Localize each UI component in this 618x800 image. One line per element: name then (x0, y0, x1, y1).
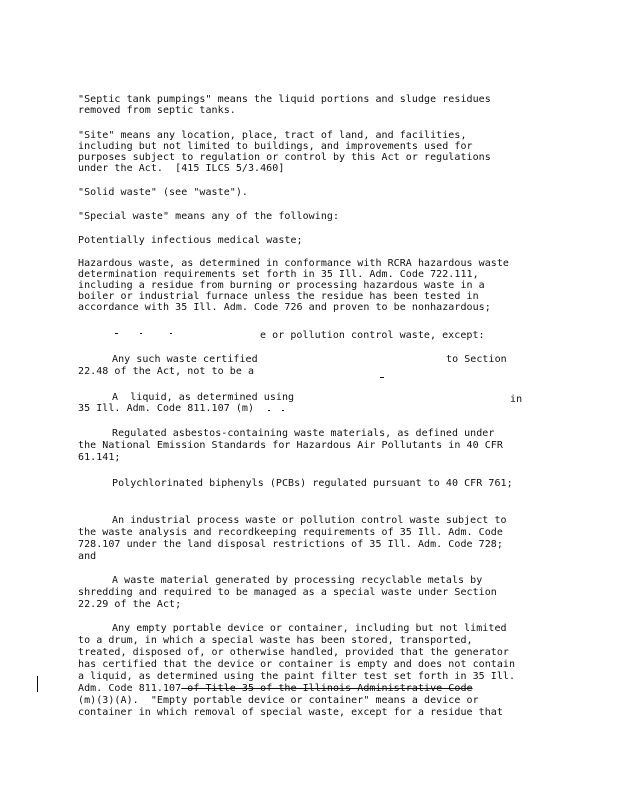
septic-tank-definition-line: "Septic tank pumpings" means the liquid portions and sludge residues (78, 94, 491, 105)
scan-speck (268, 410, 270, 411)
liquid-line: 35 Ill. Adm. Code 811.107 (m) (78, 403, 255, 414)
industrial-process-line: the waste analysis and recordkeeping requirements of 35 Ill. Adm. Code (78, 527, 503, 538)
scan-speck (282, 410, 284, 411)
asbestos-line: the National Emission Standards for Hazardous Air Pollutants in 40 CFR (78, 440, 503, 451)
asbestos-line: Regulated asbestos-containing waste materials, as defined under (112, 428, 495, 439)
hazardous-waste-line: boiler or industrial furnace unless the residue has been tested in (78, 291, 479, 302)
portable-container-line: Any empty portable device or container, including but not limited (112, 623, 507, 634)
portable-container-line: to a drum, in which a special waste has been stored, transported, (78, 635, 473, 646)
recyclable-metals-line: shredding and required to be managed as a special waste under Section (78, 587, 497, 598)
liquid-line: A liquid, as determined using (112, 392, 295, 403)
portable-container-line: treated, disposed of, or otherwise handled, provided that the generator (78, 647, 510, 658)
scan-speck (170, 333, 172, 334)
any-such-waste-line: Any such waste certified (112, 354, 258, 365)
septic-tank-definition-line: removed from septic tanks. (78, 105, 236, 116)
industrial-process-line: 728.107 under the land disposal restrictions of 35 Ill. Adm. Code 728; (78, 539, 503, 550)
portable-container-line (78, 683, 473, 694)
industrial-process-line: and (78, 551, 97, 562)
recyclable-metals-line: 22.29 of the Act; (78, 599, 182, 610)
site-definition-line: purposes subject to regulation or control by this Act or regulations (78, 152, 491, 163)
site-definition-line: under the Act. [415 ILCS 5/3.460] (78, 163, 285, 174)
recyclable-metals-line: A waste material generated by processing recyclable metals by (112, 575, 483, 586)
asbestos-line: 61.141; (78, 452, 121, 463)
pcbs-line: Polychlorinated biphenyls (PCBs) regulated pursuant to 40 CFR 761; (112, 478, 513, 489)
hazardous-waste-line: determination requirements set forth in 35 Ill. Adm. Code 722.111, (78, 269, 479, 280)
any-such-waste-line: 22.48 of the Act, not to be a (78, 366, 255, 377)
liquid-line: in (510, 394, 523, 405)
scan-speck (380, 377, 384, 378)
hazardous-waste-line: accordance with 35 Ill. Adm. Code 726 and proven to be nonhazardous; (78, 302, 491, 313)
scan-speck (115, 333, 118, 334)
hazardous-waste-line: Hazardous waste, as determined in conformance with RCRA hazardous waste (78, 258, 510, 269)
revision-bar (37, 676, 38, 692)
portable-container-line: container in which removal of special waste, except for a residue that (78, 707, 503, 718)
portable-container-line: a liquid, as determined using the paint filter test set forth in 35 Ill. (78, 671, 516, 682)
industrial-process-line: An industrial process waste or pollution control waste subject to (112, 515, 507, 526)
solid-waste-definition: "Solid waste" (see "waste"). (78, 187, 248, 198)
pollution-control-line: e or pollution control waste, except: (260, 330, 485, 341)
site-definition-line: "Site" means any location, place, tract of land, and facilities, (78, 130, 467, 141)
portable-container-text: Adm. Code 811.107 (78, 683, 182, 694)
any-such-waste-line: to Section (446, 354, 507, 365)
potentially-infectious-item: Potentially infectious medical waste; (78, 235, 303, 246)
scan-speck (140, 333, 142, 334)
portable-container-line: has certified that the device or container is empty and does not contain (78, 659, 516, 670)
struck-through-text: of Title 35 of the Illinois Administrative Code (181, 683, 473, 694)
hazardous-waste-line: including a residue from burning or processing hazardous waste in a (78, 280, 485, 291)
special-waste-intro: "Special waste" means any of the following: (78, 211, 340, 222)
portable-container-line: (m)(3)(A). "Empty portable device or container" means a device or (78, 695, 479, 706)
site-definition-line: including but not limited to buildings, and improvements used for (78, 141, 473, 152)
